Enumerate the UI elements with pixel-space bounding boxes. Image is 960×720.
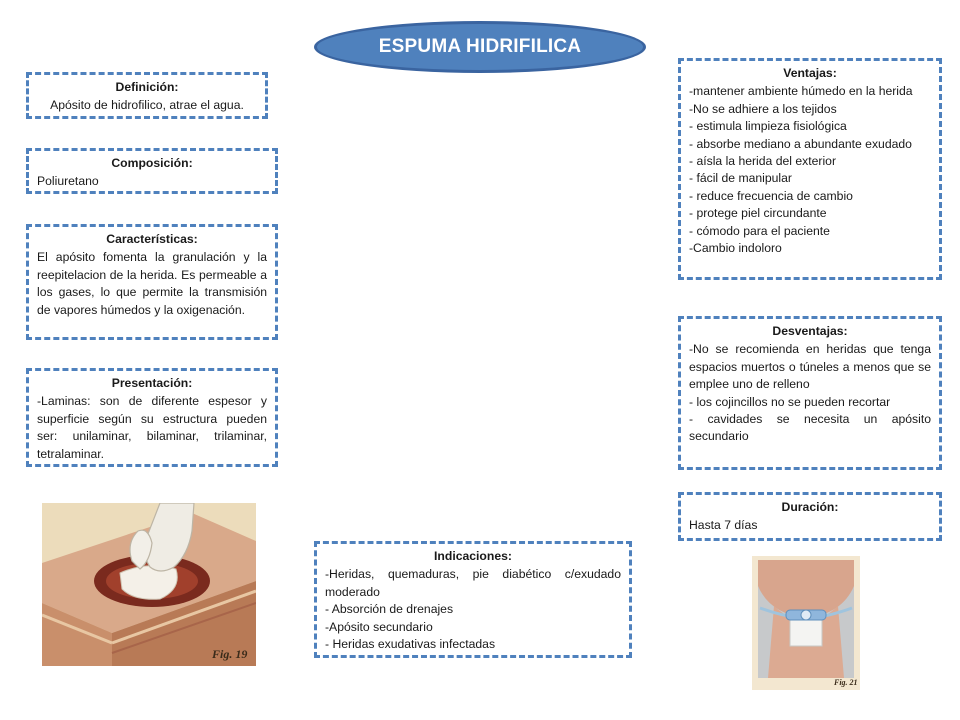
ventajas-box bbox=[678, 58, 942, 280]
caracteristicas-text: El apósito fomenta la granulación y la reepitelacion de la herida. Es permeable a los gases, lo que permite la transmisión de vapores húmedos y la oxigenación. bbox=[37, 250, 267, 317]
desventajas-item: - cavidades se necesita un apósito secundario bbox=[689, 412, 931, 444]
definicion-box bbox=[26, 72, 268, 119]
wound-dressing-illustration bbox=[42, 503, 256, 666]
ventajas-item: -mantener ambiente húmedo en la herida bbox=[689, 84, 913, 99]
indicaciones-heading: Indicaciones: bbox=[434, 549, 512, 563]
composicion-text: Poliuretano bbox=[37, 174, 99, 189]
ventajas-item: - cómodo para el paciente bbox=[689, 223, 830, 238]
ventajas-item: -No se adhiere a los tejidos bbox=[689, 101, 837, 116]
indicaciones-box bbox=[314, 541, 632, 658]
ventajas-item: - estimula limpieza fisiológica bbox=[689, 119, 847, 134]
caracteristicas-box bbox=[26, 224, 278, 340]
ventajas-item: - reduce frecuencia de cambio bbox=[689, 188, 853, 203]
ventajas-item: - fácil de manipular bbox=[689, 171, 792, 186]
duracion-text: Hasta 7 días bbox=[689, 518, 758, 533]
fig19-caption: Fig. 19 bbox=[212, 647, 248, 661]
presentacion-text: -Laminas: son de diferente espesor y superficie según su estructura pueden ser: unilaminar, bilaminar, trilaminar, tetralaminar. bbox=[37, 394, 267, 461]
fig21-caption: Fig. 21 bbox=[834, 678, 858, 687]
desventajas-item: - los cojincillos no se pueden recortar bbox=[689, 394, 891, 409]
wound-dressing-drawing bbox=[42, 503, 256, 666]
caracteristicas-heading: Características: bbox=[106, 232, 198, 246]
desventajas-item: -No se recomienda en heridas que tenga espacios muertos o túneles a menos que se emplee uno de relleno bbox=[689, 342, 931, 392]
tracheostomy-dressing-photo bbox=[752, 556, 860, 690]
indicaciones-item: -Heridas, quemaduras, pie diabético c/exudado moderado bbox=[325, 567, 621, 599]
duracion-box bbox=[678, 492, 942, 541]
definicion-text: Apósito de hidrofilico, atrae el agua. bbox=[50, 98, 244, 113]
tracheostomy-dressing-drawing bbox=[752, 556, 860, 690]
composicion-box bbox=[26, 148, 278, 194]
definicion-heading: Definición: bbox=[115, 80, 179, 94]
ventajas-heading: Ventajas: bbox=[783, 66, 837, 80]
presentacion-box bbox=[26, 368, 278, 467]
ventajas-item: - aísla la herida del exterior bbox=[689, 154, 836, 169]
duracion-heading: Duración: bbox=[781, 500, 839, 514]
ventajas-item: - protege piel circundante bbox=[689, 206, 827, 221]
title-oval bbox=[314, 21, 646, 73]
composicion-heading: Composición: bbox=[111, 156, 193, 170]
page-title: ESPUMA HIDRIFILICA bbox=[378, 36, 582, 57]
presentacion-heading: Presentación: bbox=[111, 376, 193, 390]
indicaciones-item: - Heridas exudativas infectadas bbox=[325, 637, 496, 652]
desventajas-heading: Desventajas: bbox=[772, 324, 848, 338]
ventajas-item: - absorbe mediano a abundante exudado bbox=[689, 136, 912, 151]
indicaciones-item: - Absorción de drenajes bbox=[325, 602, 454, 617]
indicaciones-item: -Apósito secundario bbox=[325, 619, 433, 634]
ventajas-item: -Cambio indoloro bbox=[689, 241, 782, 256]
desventajas-box bbox=[678, 316, 942, 470]
